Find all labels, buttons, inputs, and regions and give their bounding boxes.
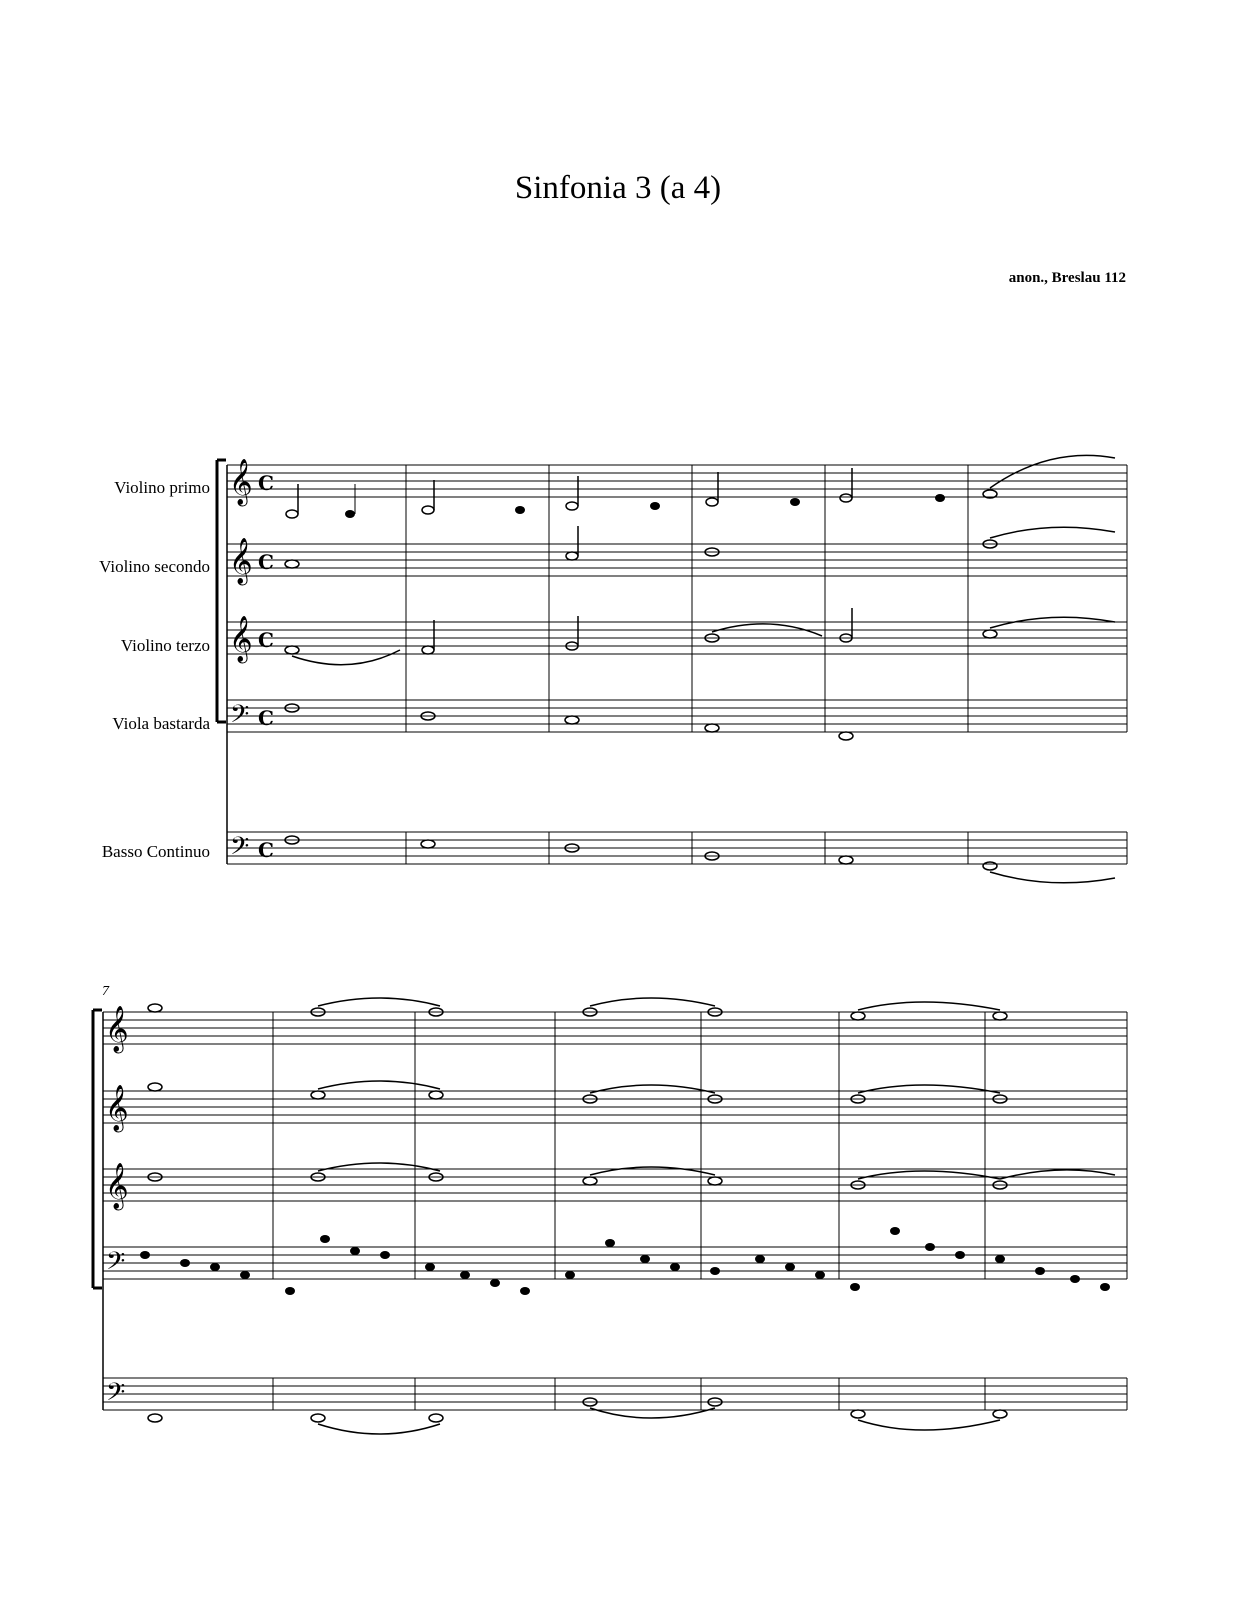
bass-clef-icon: 𝄢	[230, 700, 250, 735]
time-signature: C	[258, 471, 274, 495]
bracket	[93, 1010, 102, 1288]
bass-clef-icon: 𝄢	[106, 1378, 126, 1413]
time-signature: C	[258, 706, 274, 730]
time-signature: C	[258, 628, 274, 652]
instrument-label-viola-bastarda: Viola bastarda	[112, 714, 210, 733]
staff-basso-continuo	[227, 832, 1127, 864]
treble-clef-icon: 𝄞	[229, 459, 253, 505]
treble-clef-icon: 𝄞	[105, 1163, 129, 1209]
bass-clef-icon: 𝄢	[230, 832, 250, 867]
bracket	[217, 460, 226, 722]
bass-clef-icon: 𝄢	[106, 1247, 126, 1282]
instrument-label-basso-continuo: Basso Continuo	[101, 842, 210, 861]
notes-system-2	[148, 998, 1115, 1434]
staff-viola-bastarda	[227, 700, 1127, 732]
time-signature: C	[258, 838, 274, 862]
composer-attribution: anon., Breslau 112	[1008, 270, 1126, 286]
notes-secondo-terzo	[285, 526, 1115, 665]
instrument-label-violino-secondo: Violino secondo	[99, 557, 210, 576]
treble-clef-icon: 𝄞	[229, 538, 253, 584]
barlines-system-1	[406, 465, 1127, 864]
score-title: Sinfonia 3 (a 4)	[514, 170, 722, 206]
time-signature: C	[258, 550, 274, 574]
system-1	[217, 455, 1127, 882]
staves-system-2	[103, 1012, 1127, 1410]
treble-clef-icon: 𝄞	[105, 1006, 129, 1052]
staff-violino-secondo	[227, 544, 1127, 576]
notes-viola-bastarda-system-2	[140, 1227, 1110, 1295]
measure-number: 7	[102, 984, 109, 999]
system-2	[93, 984, 1127, 1434]
treble-clef-icon: 𝄞	[105, 1085, 129, 1131]
instrument-label-violino-terzo: Violino terzo	[120, 636, 210, 655]
staff-violino-primo	[227, 465, 1127, 497]
treble-clef-icon: 𝄞	[229, 616, 253, 662]
instrument-label-violino-primo: Violino primo	[114, 478, 210, 497]
